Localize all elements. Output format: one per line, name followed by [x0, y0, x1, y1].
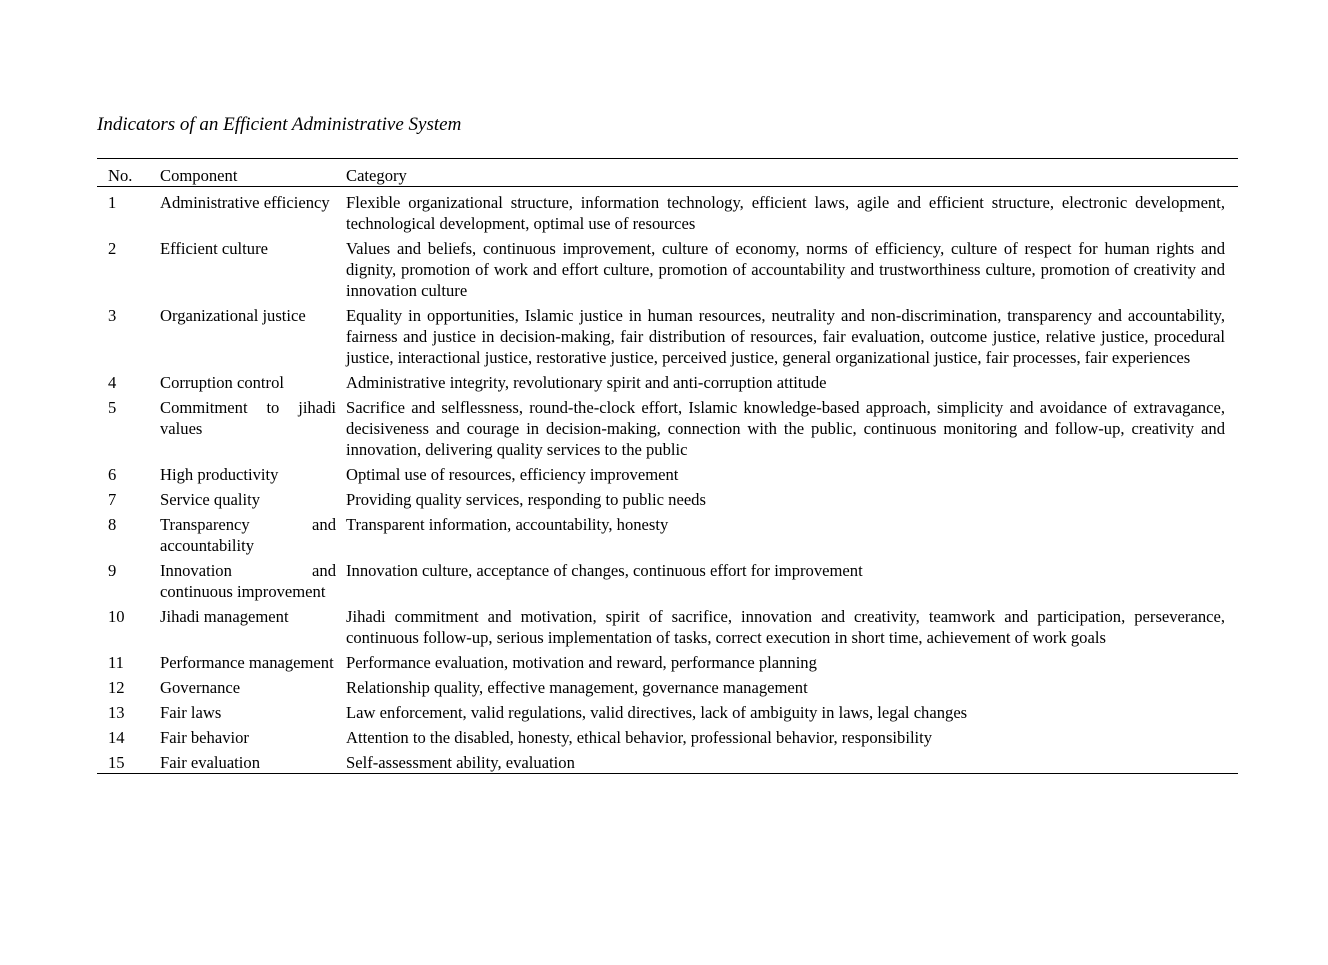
cell-category: Innovation culture, acceptance of changes, continuous effort for improvement — [346, 561, 863, 580]
cell-category: Attention to the disabled, honesty, ethical behavior, professional behavior, responsibility — [346, 728, 933, 747]
cell-category: Transparent information, accountability, honesty — [346, 515, 669, 534]
cell-no: 8 — [108, 515, 117, 534]
cell-component: Jihadi management — [160, 607, 289, 626]
cell-no: 6 — [108, 465, 117, 484]
cell-category: Equality in opportunities, Islamic justice in human resources, neutrality and non-discrimination, transparency and accountability, fairness and justice in decision-making, fair distribution of resources, fair evaluation, outcome justice, relative justice, procedural justice, interactional justice, restorative justice, perceived justice, general organizational justice, fair processes, fair experiences — [346, 306, 1225, 367]
cell-component: Fair behavior — [160, 728, 249, 747]
table-row — [97, 460, 1238, 485]
cell-component: Fair laws — [160, 703, 222, 722]
cell-component: Transparency and accountability — [160, 515, 336, 555]
cell-no: 4 — [108, 373, 117, 392]
table-body — [97, 187, 1238, 774]
table-row — [97, 187, 1238, 235]
table-row — [97, 234, 1238, 301]
table-row — [97, 602, 1238, 648]
cell-component: Commitment to jihadi values — [160, 398, 336, 438]
cell-component: Organizational justice — [160, 306, 306, 325]
cell-component: Administrative efficiency — [160, 193, 330, 212]
table-row — [97, 648, 1238, 673]
cell-no: 7 — [108, 490, 117, 509]
cell-category: Sacrifice and selflessness, round-the-clock effort, Islamic knowledge-based approach, simplicity and avoidance of extravagance, decisiveness and courage in decision-making, connection with the public, continuous monitoring and follow-up, creativity and innovation, delivering quality services to the public — [346, 398, 1225, 459]
header-category: Category — [346, 166, 407, 185]
cell-component: Innovation and continuous improvement — [160, 561, 336, 601]
cell-no: 3 — [108, 306, 117, 325]
table-row — [97, 301, 1238, 368]
cell-category: Self-assessment ability, evaluation — [346, 753, 575, 772]
table-header — [97, 159, 1238, 187]
table-row — [97, 698, 1238, 723]
cell-no: 14 — [108, 728, 125, 747]
header-no: No. — [108, 166, 133, 185]
cell-category: Flexible organizational structure, information technology, efficient laws, agile and efficient structure, electronic development, technological development, optimal use of resources — [346, 193, 1225, 233]
cell-no: 5 — [108, 398, 117, 417]
cell-component: Governance — [160, 678, 241, 697]
cell-component: High productivity — [160, 465, 279, 484]
cell-category: Optimal use of resources, efficiency improvement — [346, 465, 679, 484]
indicators-table — [97, 158, 1238, 774]
cell-no: 15 — [108, 753, 125, 772]
header-row — [97, 159, 1238, 187]
cell-component: Efficient culture — [160, 239, 268, 258]
cell-component: Fair evaluation — [160, 753, 260, 772]
cell-no: 11 — [108, 653, 124, 672]
table-row — [97, 368, 1238, 393]
cell-no: 12 — [108, 678, 125, 697]
cell-no: 1 — [108, 193, 117, 212]
cell-category: Values and beliefs, continuous improvement, culture of economy, norms of efficiency, culture of respect for human rights and dignity, promotion of work and effort culture, promotion of accountability and trustworthiness culture, promotion of creativity and innovation culture — [346, 239, 1225, 300]
table-caption: Indicators of an Efficient Administrative System — [97, 114, 462, 135]
table-row — [97, 723, 1238, 748]
cell-category: Providing quality services, responding to public needs — [346, 490, 706, 509]
cell-category: Relationship quality, effective management, governance management — [346, 678, 808, 697]
table-row — [97, 748, 1238, 774]
cell-component: Service quality — [160, 490, 260, 509]
table-row — [97, 556, 1238, 602]
cell-no: 9 — [108, 561, 117, 580]
cell-no: 10 — [108, 607, 125, 626]
cell-no: 2 — [108, 239, 117, 258]
table-row — [97, 510, 1238, 556]
cell-component: Corruption control — [160, 373, 284, 392]
table-row — [97, 485, 1238, 510]
cell-component: Performance management — [160, 653, 334, 672]
cell-category: Jihadi commitment and motivation, spirit of sacrifice, innovation and creativity, teamwork and participation, perseverance, continuous follow-up, serious implementation of tasks, correct execution in short time, achievement of work goals — [346, 607, 1225, 647]
cell-category: Performance evaluation, motivation and reward, performance planning — [346, 653, 817, 672]
header-component: Component — [160, 166, 238, 185]
table-row — [97, 393, 1238, 460]
cell-category: Law enforcement, valid regulations, valid directives, lack of ambiguity in laws, legal changes — [346, 703, 968, 722]
cell-no: 13 — [108, 703, 125, 722]
cell-category: Administrative integrity, revolutionary spirit and anti-corruption attitude — [346, 373, 827, 392]
table-row — [97, 673, 1238, 698]
